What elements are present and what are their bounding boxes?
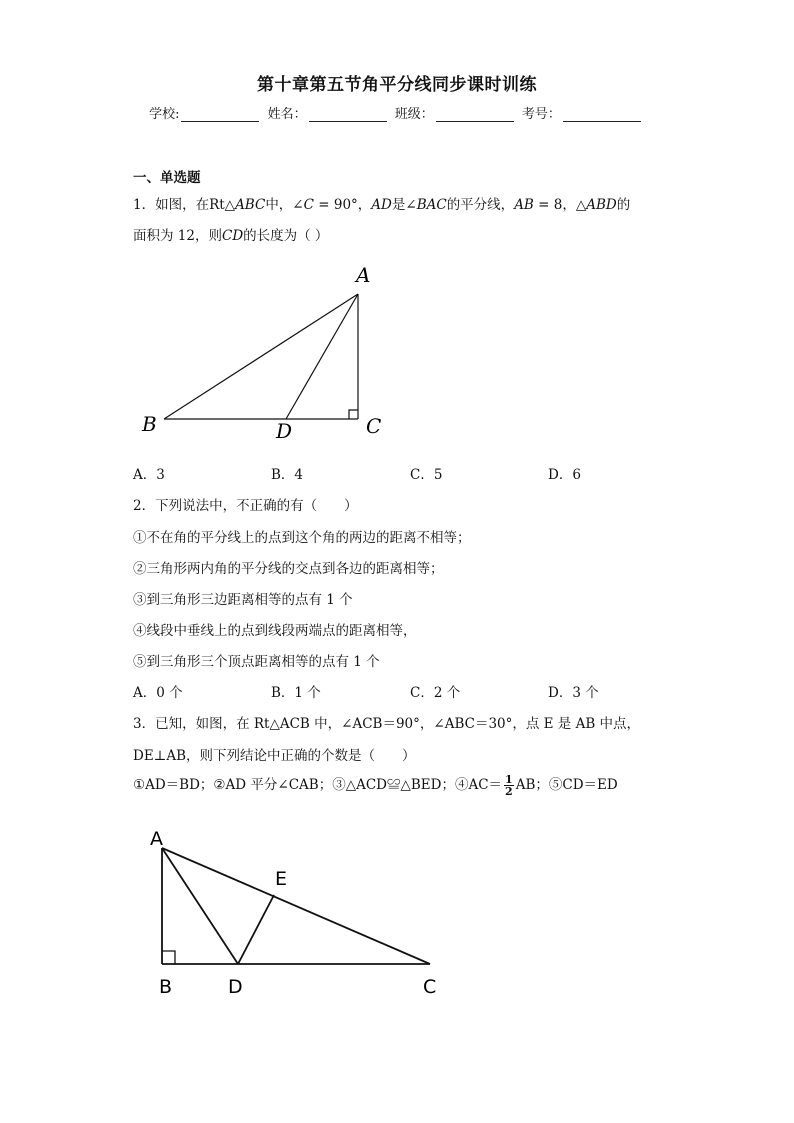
- q2-option-d[interactable]: D．3 个: [548, 685, 599, 701]
- student-info-row: [0, 103, 794, 122]
- school-blank[interactable]: [181, 109, 259, 122]
- segment-de: [238, 895, 274, 964]
- q2-stem: 2．下列说法中，不正确的有（ ）: [133, 498, 358, 514]
- school-label: 学校:: [149, 107, 180, 122]
- class-label: 班级：: [394, 107, 434, 122]
- label-b: B: [142, 412, 157, 436]
- exam-no-label: 考号：: [521, 107, 561, 122]
- exam-no-blank[interactable]: [563, 109, 641, 122]
- right-angle-mark: [162, 951, 175, 964]
- segment-ac: [162, 848, 430, 964]
- label-e: E: [275, 868, 288, 890]
- page-title: 第十章第五节角平分线同步课时训练: [257, 75, 537, 95]
- q2-statement-4: ④线段中垂线上的点到线段两端点的距离相等，: [133, 623, 417, 639]
- q3-conclusions: ①AD＝BD；②AD 平分∠CAB；③△ACD≌△BED；④AC＝ $\frac{1}{2}$ AB；⑤CD＝ED: [133, 773, 618, 798]
- q1-option-c[interactable]: C．5: [410, 467, 443, 483]
- section-title: 一、单选题: [133, 170, 201, 186]
- q2-statement-3: ③到三角形三边距离相等的点有 1 个: [133, 592, 353, 608]
- label-c: C: [366, 414, 382, 438]
- right-angle-mark: [349, 410, 358, 419]
- q1-option-b[interactable]: B．4: [271, 467, 304, 483]
- fraction-one-half: $\frac{1}{2}$: [505, 773, 513, 798]
- q1-option-a[interactable]: A．3: [133, 467, 165, 483]
- label-d: D: [228, 976, 243, 998]
- q1-option-d[interactable]: D．6: [548, 467, 581, 483]
- q3-triangle-figure: [140, 822, 460, 1002]
- label-a: A: [150, 828, 163, 850]
- label-c: C: [423, 976, 437, 998]
- label-a: A: [356, 263, 371, 287]
- name-blank[interactable]: [309, 109, 387, 122]
- q3-stem-line1: 3．已知，如图，在 Rt△ACB 中，∠ACB＝90°，∠ABC＝30°，点 E 是 AB 中点，: [133, 716, 641, 732]
- class-blank[interactable]: [436, 109, 514, 122]
- q2-option-b[interactable]: B．1 个: [271, 685, 321, 701]
- q2-statement-5: ⑤到三角形三个顶点距离相等的点有 1 个: [133, 654, 380, 670]
- label-d: D: [276, 419, 293, 443]
- segment-ad: [286, 294, 358, 419]
- segment-ba: [164, 294, 358, 419]
- q2-option-c[interactable]: C．2 个: [410, 685, 461, 701]
- q2-statement-1: ①不在角的平分线上的点到这个角的两边的距离不相等；: [133, 530, 471, 546]
- q1-stem-line2: 面积为 12，则CD的长度为（ ）: [133, 228, 329, 244]
- q1-triangle-figure: [130, 258, 400, 448]
- q3-stem-line2: DE⊥AB，则下列结论中正确的个数是（ ）: [133, 748, 416, 764]
- name-label: 姓名：: [267, 107, 307, 122]
- q1-stem-line1: 1．如图，在Rt△ABC中，∠C = 90°，AD是∠BAC的平分线，AB = 8，△ABD的: [133, 197, 631, 213]
- label-b: B: [159, 976, 173, 998]
- q2-option-a[interactable]: A．0 个: [133, 685, 183, 701]
- q2-statement-2: ②三角形两内角的平分线的交点到各边的距离相等；: [133, 561, 444, 577]
